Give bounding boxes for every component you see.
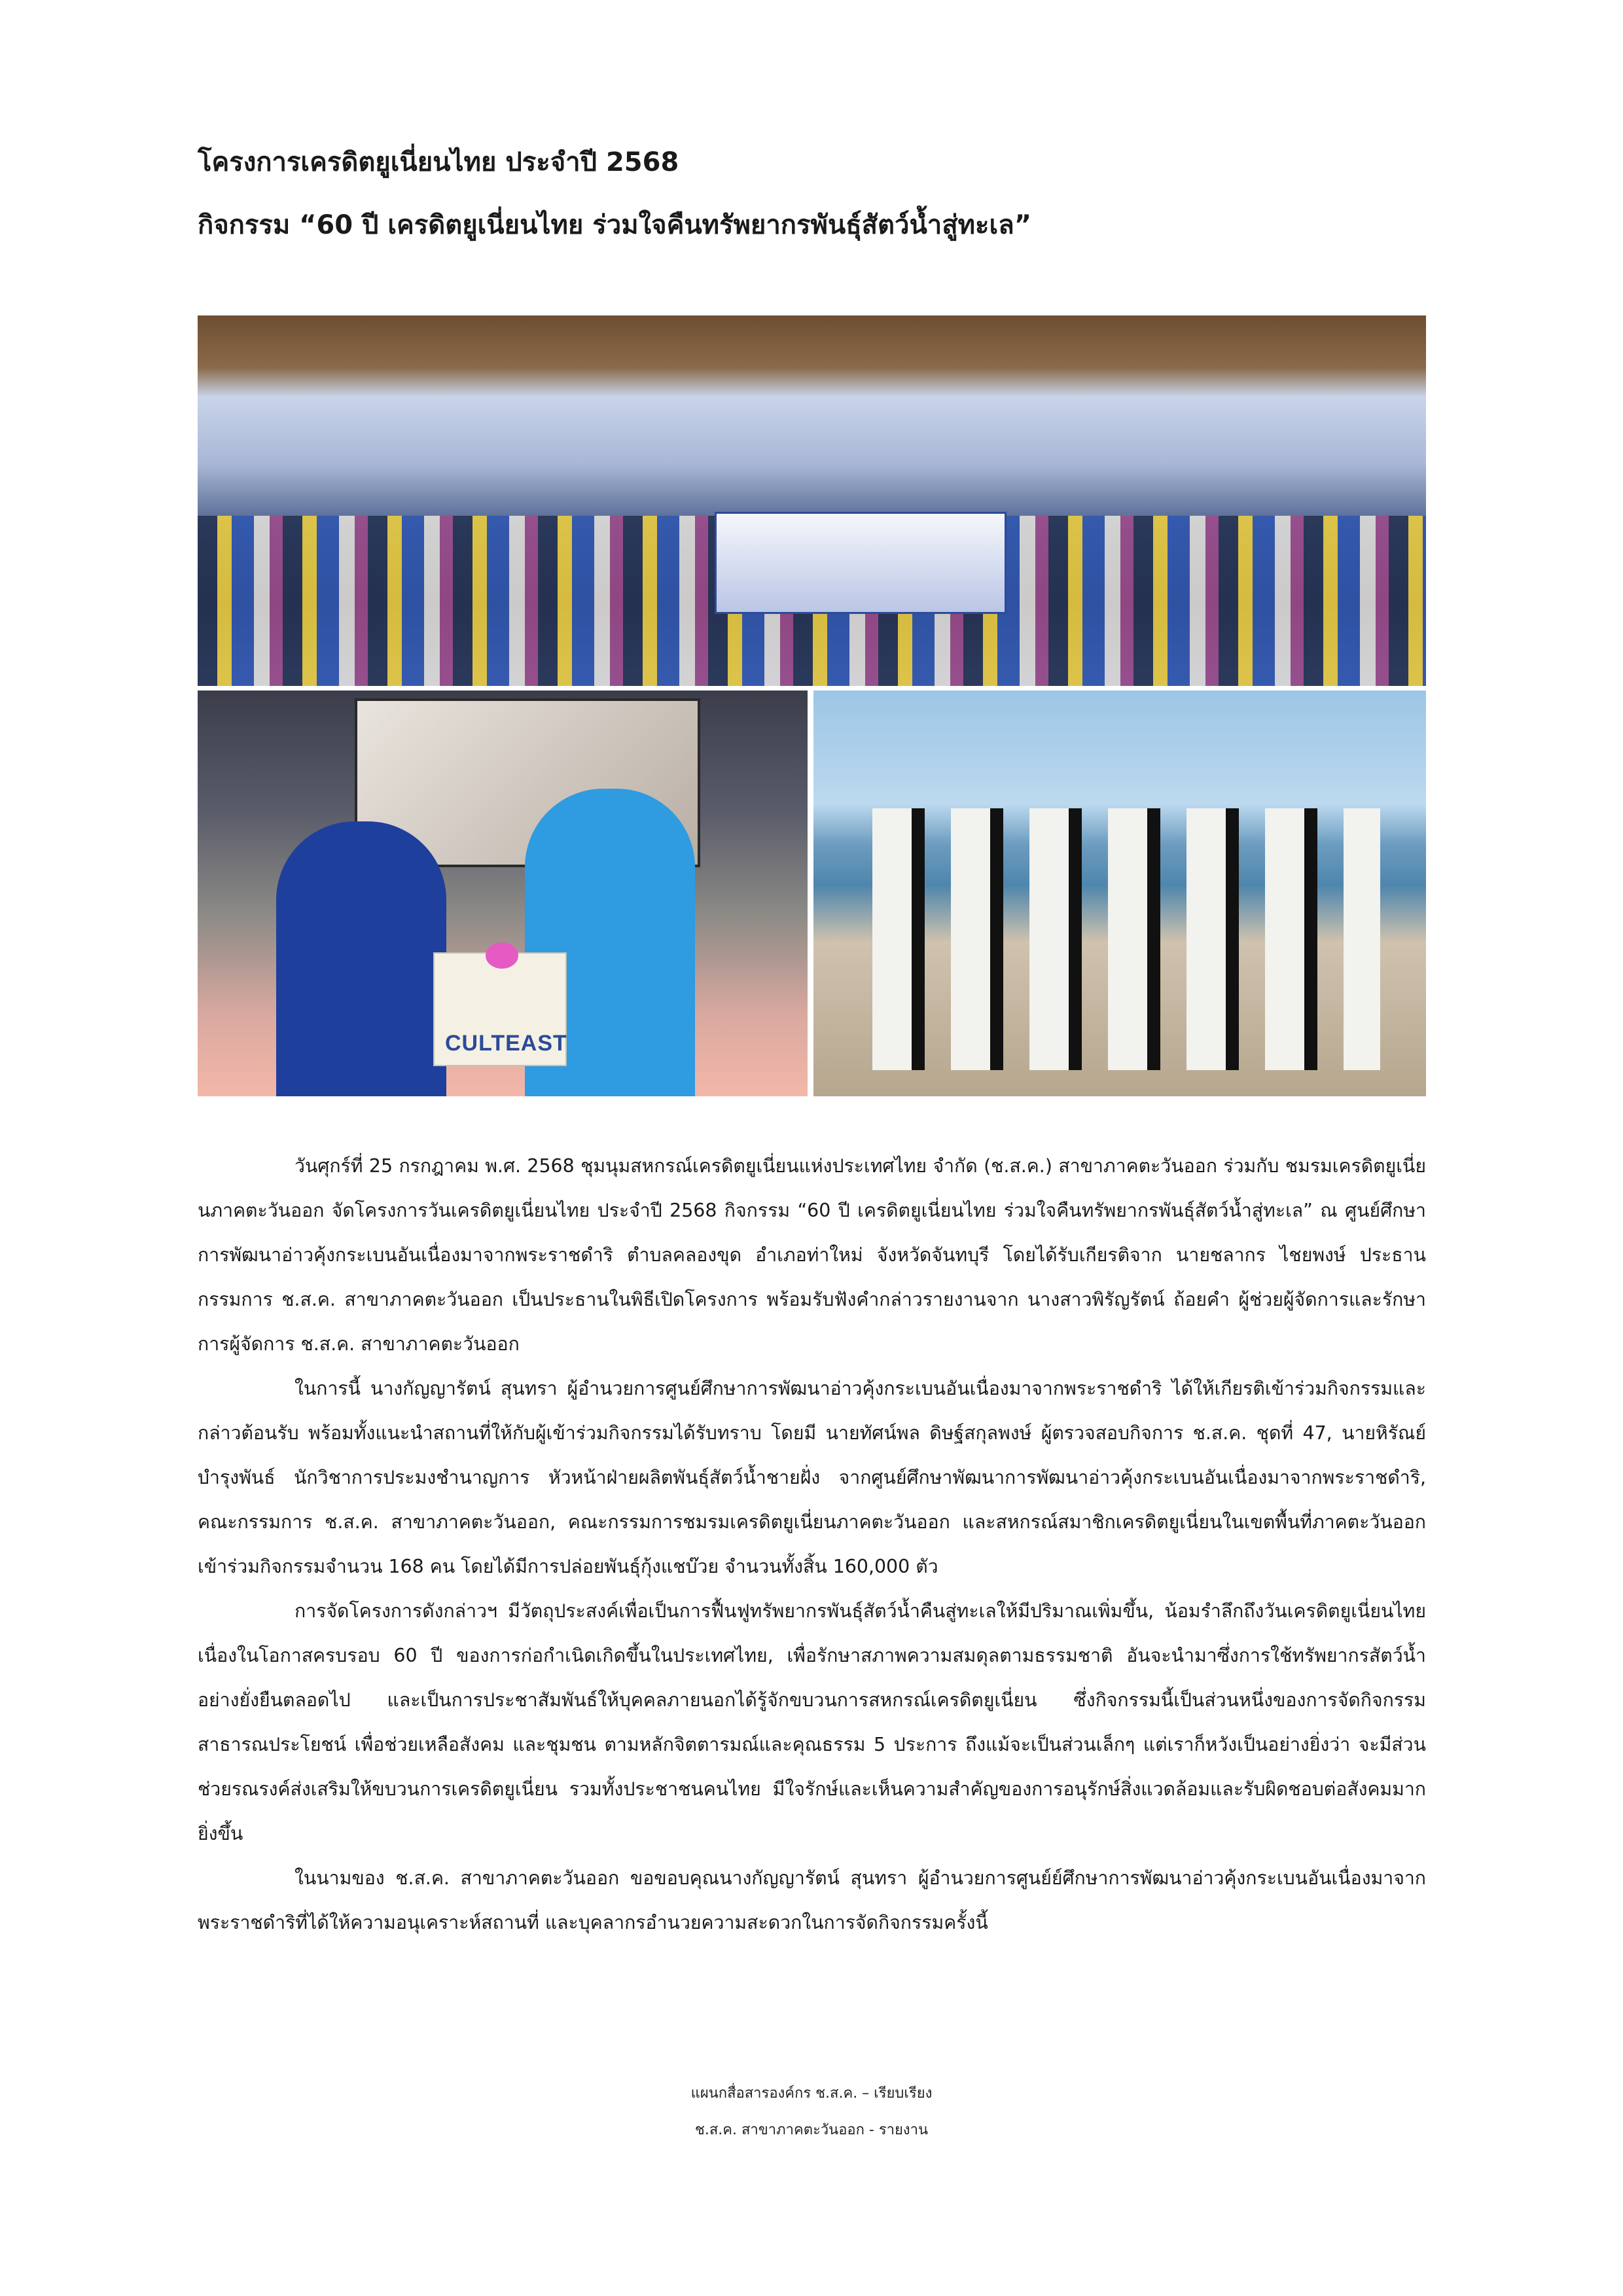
article-body bbox=[198, 1144, 1426, 1945]
document-title: โครงการเครดิตยูเนี่ยนไทย ประจำปี 2568 bbox=[198, 147, 679, 177]
gift-logo-text: CULTEAST bbox=[445, 1031, 567, 1056]
footer-credit-reporter: ช.ส.ค. สาขาภาคตะวันออก - รายงาน bbox=[694, 2122, 929, 2138]
gift-presentation-photo bbox=[198, 691, 808, 1096]
person-left bbox=[276, 821, 446, 1096]
paragraph: วันศุกร์ที่ 25 กรกฎาคม พ.ศ. 2568 ชุมนุมสหกรณ์เครดิตยูเนี่ยนแห่งประเทศไทย จำกัด (ช.ส.ค.) สาขาภาคตะวันออก ร่วมกับ ชมรมเครดิตยูเนี่ยนภาคตะวันออก จัดโครงการวันเครดิตยูเนี่ยนไทย ประจำปี 2568 กิจกรรม “60 ปี เครดิตยูเนี่ยนไทย ร่วมใจคืนทรัพยากรพันธุ์สัตว์น้ำสู่ทะเล” ณ ศูนย์ศึกษาการพัฒนาอ่าวคุ้งกระเบนอันเนื่องมาจากพระราชดำริ ตำบลคลองขุด อำเภอท่าใหม่ จังหวัดจันทบุรี โดยได้รับเกียรติจาก นายชลากร ไชยพงษ์ ประธานกรรมการ ช.ส.ค. สาขาภาคตะวันออก เป็นประธานในพิธีเปิดโครงการ พร้อมรับฟังคำกล่าวรายงานจาก นางสาวพิรัญรัตน์ ถ้อยคำ ผู้ช่วยผู้จัดการและรักษาการผู้จัดการ ช.ส.ค. สาขาภาคตะวันออก bbox=[198, 1155, 1426, 1355]
people-row bbox=[859, 808, 1380, 1070]
paragraph: การจัดโครงการดังกล่าวฯ มีวัตถุประสงค์เพื่อเป็นการฟื้นฟูทรัพยากรพันธุ์สัตว์น้ำคืนสู่ทะเลให้มีปริมาณเพิ่มขึ้น, น้อมรำลึกถึงวันเครดิตยูเนี่ยนไทย เนื่องในโอกาสครบรอบ 60 ปี ของการก่อกำเนิดเกิดขึ้นในประเทศไทย, เพื่อรักษาสภาพความสมดุลตามธรรมชาติ อันจะนำมาซึ่งการใช้ทรัพยากรสัตว์น้ำอย่างยั่งยืนตลอดไป และเป็นการประชาสัมพันธ์ให้บุคคลภายนอกได้รู้จักขบวนการสหกรณ์เครดิตยูเนี่ยน ซึ่งกิจกรรมนี้เป็นส่วนหนึ่งของการจัดกิจกรรมสาธารณประโยชน์ เพื่อช่วยเหลือสังคม และชุมชน ตามหลักจิตตารมณ์และคุณธรรม 5 ประการ ถึงแม้จะเป็นส่วนเล็กๆ แต่เราก็หวังเป็นอย่างยิ่งว่า จะมีส่วนช่วยรณรงค์ส่งเสริมให้ขบวนการเครดิตยูเนี่ยน รวมทั้งประชาชนคนไทย มีใจรักษ์และเห็นความสำคัญของการอนุรักษ์สิ่งแวดล้อมและรับผิดชอบต่อสังคมมากยิ่งขึ้น bbox=[198, 1600, 1426, 1844]
paragraph: ในนามของ ช.ส.ค. สาขาภาคตะวันออก ขอขอบคุณนางกัญญารัตน์ สุนทรา ผู้อำนวยการศูนย์ย์ศึกษาการพัฒนาอ่าวคุ้งกระเบนอันเนื่องมาจากพระราชดำริที่ได้ให้ความอนุเคราะห์สถานที่ และบุคลากรอำนวยความสะดวกในการจัดกิจกรรมครั้งนี้ bbox=[198, 1867, 1426, 1933]
group-photo bbox=[198, 315, 1426, 686]
beach-photo bbox=[813, 691, 1426, 1096]
paragraph: ในการนี้ นางกัญญารัตน์ สุนทรา ผู้อำนวยการศูนย์ศึกษาการพัฒนาอ่าวคุ้งกระเบนอันเนื่องมาจากพระราชดำริ ได้ให้เกียรติเข้าร่วมกิจกรรมและกล่าวต้อนรับ พร้อมทั้งแนะนำสถานที่ให้กับผู้เข้าร่วมกิจกรรมได้รับทราบ โดยมี นายทัศน์พล ดิษฐ์สกุลพงษ์ ผู้ตรวจสอบกิจการ ช.ส.ค. ชุดที่ 47, นายหิรัณย์ บำรุงพันธ์ นักวิชาการประมงชำนาญการ หัวหน้าฝ่ายผลิตพันธุ์สัตว์น้ำชายฝั่ง จากศูนย์ศึกษาพัฒนาการพัฒนาอ่าวคุ้งกระเบนอันเนื่องมาจากพระราชดำริ, คณะกรรมการ ช.ส.ค. สาขาภาคตะวันออก, คณะกรรมการชมรมเครดิตยูเนี่ยนภาคตะวันออก และสหกรณ์สมาชิกเครดิตยูเนี่ยนในเขตพื้นที่ภาคตะวันออก เข้าร่วมกิจกรรมจำนวน 168 คน โดยได้มีการปล่อยพันธุ์กุ้งแชบ๊วย จำนวนทั้งสิ้น 160,000 ตัว bbox=[198, 1378, 1426, 1577]
footer-credit-editor: แผนกสื่อสารองค์กร ช.ส.ค. – เรียบเรียง bbox=[690, 2085, 933, 2102]
activity-title: กิจกรรม “60 ปี เครดิตยูเนี่ยนไทย ร่วมใจคืนทรัพยากรพันธุ์สัตว์น้ำสู่ทะเล” bbox=[198, 210, 1032, 240]
gift-bow bbox=[486, 942, 518, 969]
event-banner bbox=[715, 512, 1007, 614]
